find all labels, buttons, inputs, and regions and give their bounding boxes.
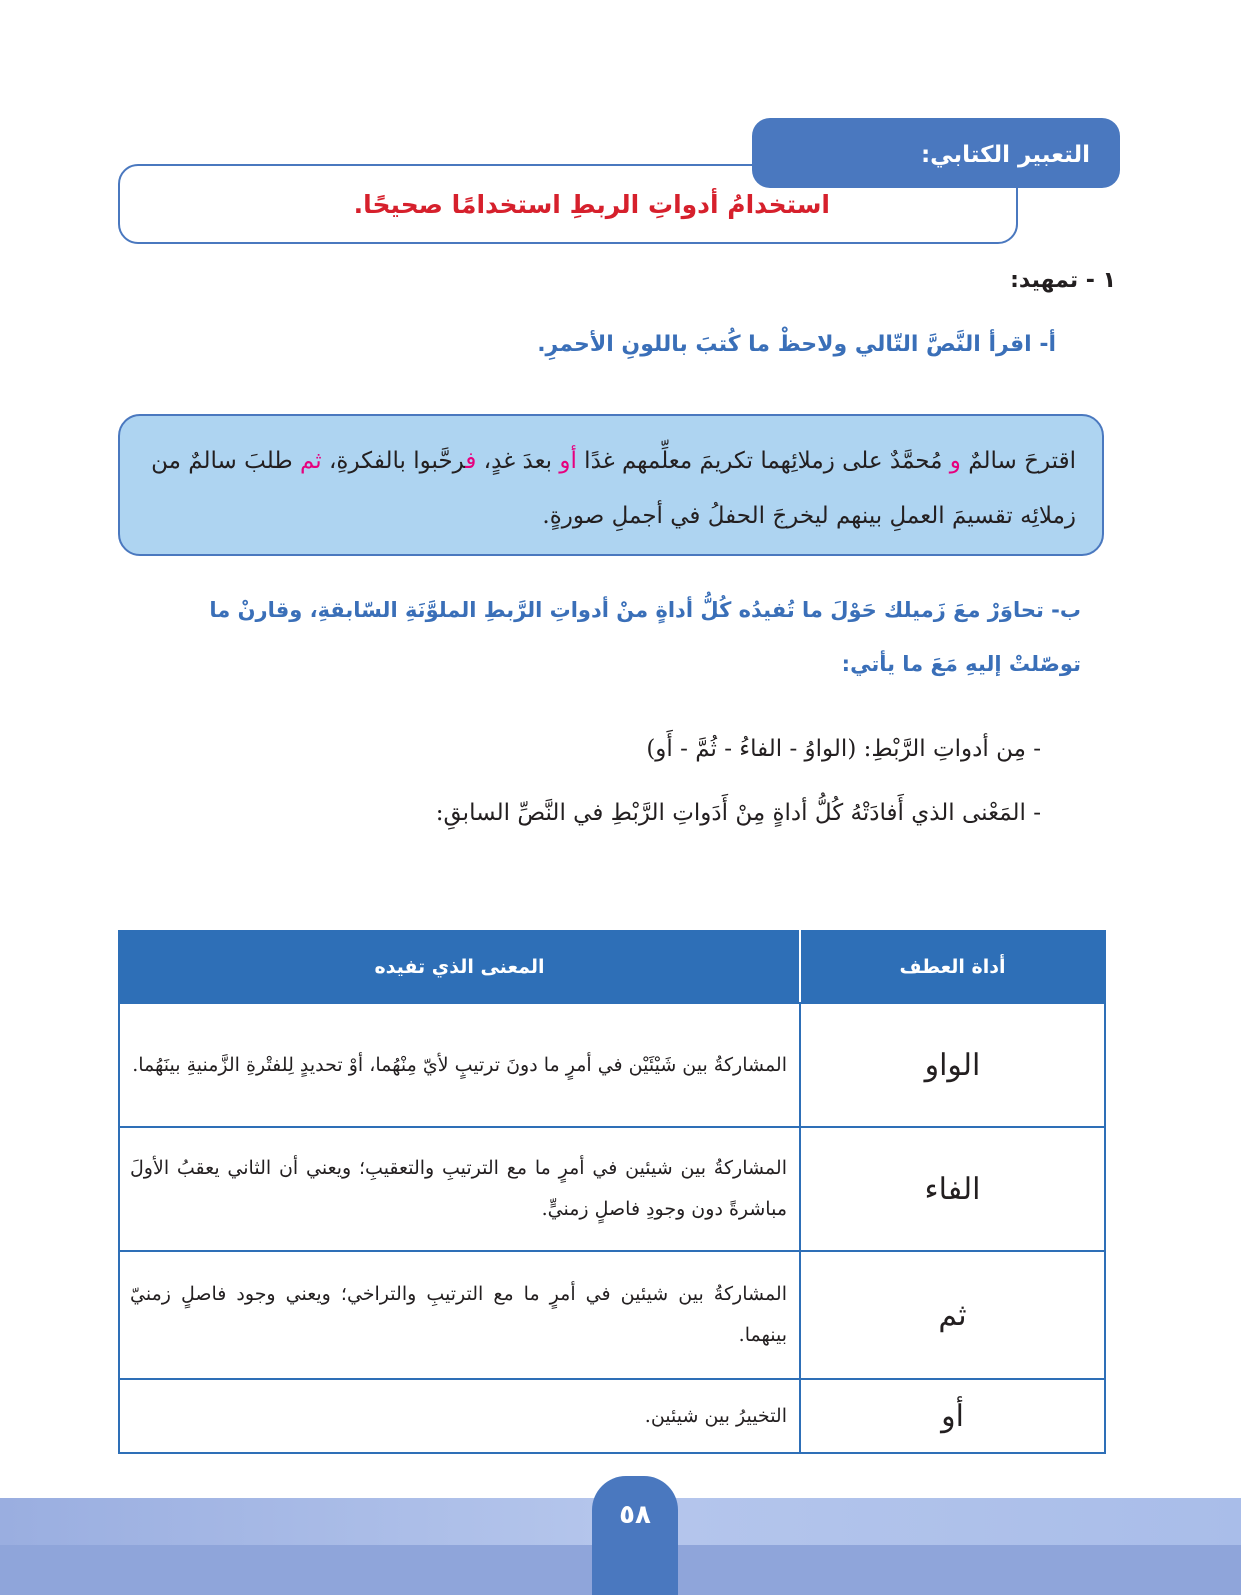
- tool-cell: أو: [800, 1379, 1105, 1453]
- meaning-cell: المشاركةُ بين شَيْئَيْن في أمرٍ ما دونَ ترتيبٍ لأيّ مِنْهُما، أوْ تحديدٍ لِلفتْرةِ الزَّمنيةِ بينَهُما.: [119, 1003, 800, 1127]
- page-number-tab: [592, 1476, 678, 1595]
- header-tool: أداة العطف: [800, 931, 1105, 1003]
- table-row: [119, 1251, 1105, 1379]
- connector-thumma: ثم: [299, 448, 322, 474]
- connector-aw: أو: [559, 448, 577, 474]
- lesson-title: استخدامُ أدواتِ الربطِ استخدامًا صحيحًا.: [353, 190, 830, 219]
- passage-text: رحَّبوا بالفكرةِ،: [321, 448, 466, 474]
- tool-cell: الفاء: [800, 1127, 1105, 1251]
- step-label: ١ - تمهيد:: [1010, 268, 1116, 293]
- page-number: ٥٨: [619, 1500, 651, 1530]
- table-row: [119, 1379, 1105, 1453]
- meaning-cell: التخييرُ بين شيئين.: [119, 1379, 800, 1453]
- tool-cell: الواو: [800, 1003, 1105, 1127]
- section-label: التعبير الكتابي:: [920, 142, 1090, 168]
- section-tab: [752, 118, 1120, 188]
- instruction-b-line2: توصّلتْ إليهِ مَعَ ما يأتي:: [841, 652, 1081, 676]
- tool-cell: ثم: [800, 1251, 1105, 1379]
- meaning-cell: المشاركةُ بين شيئين في أمرٍ ما مع الترتيبِ والتراخي؛ ويعني وجود فاصلٍ زمنيّ بينهما.: [119, 1251, 800, 1379]
- meaning-cell: المشاركةُ بين شيئين في أمرٍ ما مع الترتيبِ والتعقيبِ؛ ويعني أن الثاني يعقبُ الأولَ مباشرةً دون وجودِ فاصلٍ زمنيٍّ.: [119, 1127, 800, 1251]
- connectors-table: [118, 930, 1106, 1454]
- instruction-b-line1: ب- تحاوَرْ معَ زَميلك حَوْلَ ما تُفيدُه كُلُّ أداةٍ منْ أدواتِ الرَّبطِ الملوَّنَةِ السّابقةِ، وقارنْ ما: [209, 598, 1081, 622]
- table-row: [119, 1127, 1105, 1251]
- passage-text: اقترحَ سالمٌ: [960, 448, 1076, 474]
- reading-passage: [118, 414, 1104, 556]
- passage-text: مُحمَّدٌ على زملائِهما تكريمَ معلِّمهم غدًا: [576, 448, 950, 474]
- connector-waw: و: [949, 448, 961, 474]
- passage-text: طلبَ سالمٌ من زملائِه تقسيمَ العملِ بينهم ليخرجَ الحفلُ في أجملِ صورةٍ.: [151, 448, 1076, 529]
- connector-fa: ف: [465, 448, 477, 474]
- bullet-meaning: - المَعْنى الذي أَفادَتْهُ كُلُّ أداةٍ مِنْ أَدَواتِ الرَّبْطِ في النَّصِّ السابقِ:: [435, 800, 1041, 826]
- table-header-row: [119, 931, 1105, 1003]
- header-meaning: المعنى الذي تفيده: [119, 931, 800, 1003]
- table-row: [119, 1003, 1105, 1127]
- instruction-a: أ- اقرأ النَّصَّ التّالي ولاحظْ ما كُتبَ باللونِ الأحمرِ.: [537, 332, 1056, 357]
- passage-text: بعدَ غدٍ،: [476, 448, 560, 474]
- bullet-tools: - مِن أدواتِ الرَّبْطِ: (الواوُ - الفاءُ - ثُمَّ - أَو): [646, 736, 1041, 762]
